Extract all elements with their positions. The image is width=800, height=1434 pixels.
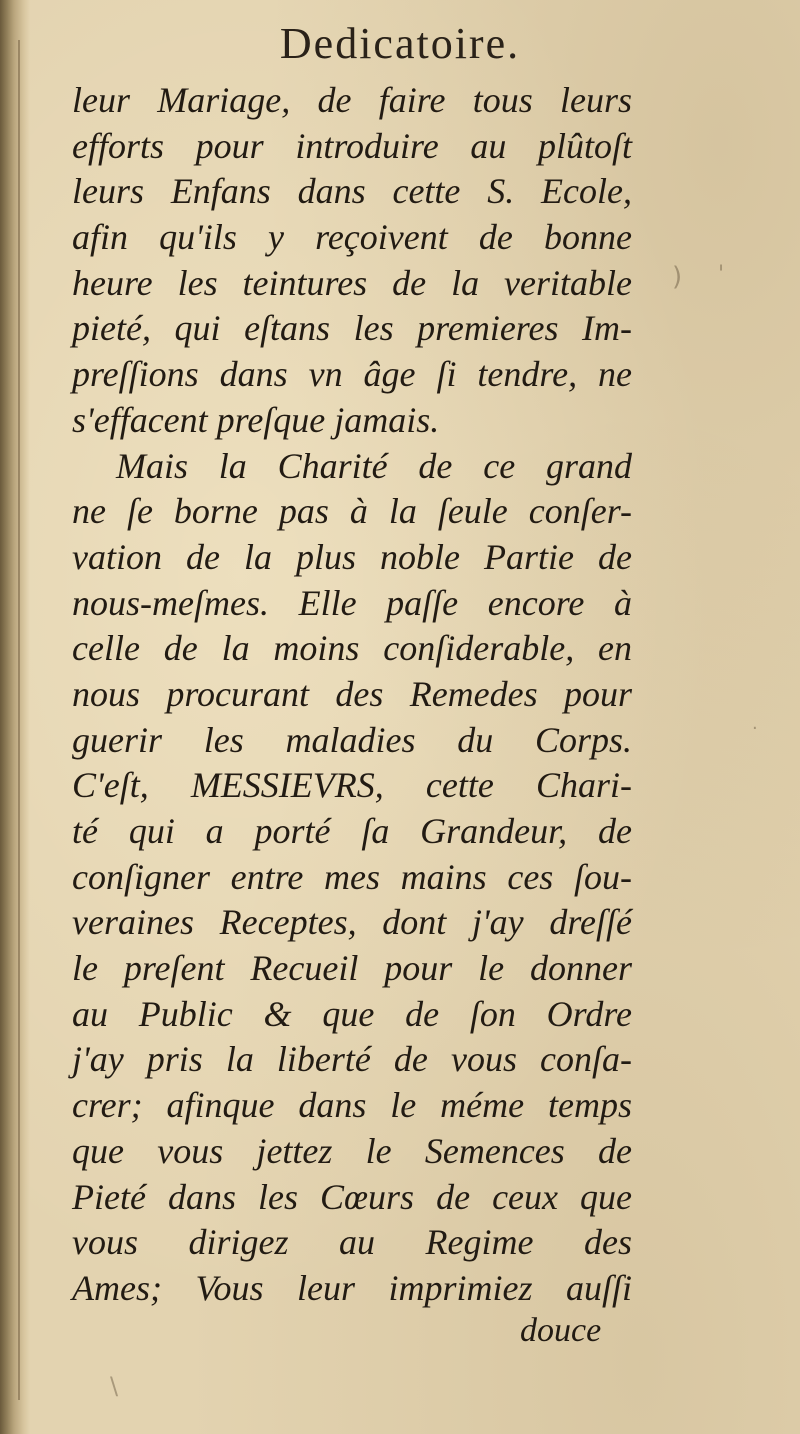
- text-line: s'effacent preſque jamais.: [72, 399, 440, 440]
- text-line: heure les teintures de la veritable: [72, 262, 632, 303]
- paper-speck: \: [110, 1372, 119, 1400]
- running-header: Dedicatoire.: [279, 19, 521, 68]
- text-line: Pieté dans les Cœurs de ceux que: [72, 1176, 632, 1217]
- catchword: douce: [520, 1312, 602, 1349]
- text-line: vous dirigez au Regime des: [72, 1222, 632, 1263]
- text-line: efforts pour introduire au plûtoſt: [72, 125, 632, 166]
- text-line: pieté, qui eſtans les premieres Im-: [72, 308, 632, 349]
- text-line: Ames; Vous leur imprimiez auſſi: [72, 1267, 632, 1308]
- text-line: que vous jettez le Semences de: [72, 1130, 632, 1171]
- text-line: leurs Enfans dans cette S. Ecole,: [72, 171, 632, 212]
- text-line: veraines Receptes, dont j'ay dreſſé: [72, 902, 632, 943]
- text-line: vation de la plus noble Partie de: [72, 536, 632, 577]
- text-line: té qui a porté ſa Grandeur, de: [72, 811, 632, 851]
- text-line: ne ſe borne pas à la ſeule conſer-: [72, 491, 632, 532]
- body-text: [72, 78, 632, 1312]
- text-line: nous procurant des Remedes pour: [72, 673, 632, 714]
- text-line: au Public & que de ſon Ordre: [72, 993, 632, 1034]
- text-line: preſſions dans vn âge ſi tendre, ne: [72, 354, 632, 395]
- paper-speck: ·: [752, 718, 758, 739]
- text-line: guerir les maladies du Corps.: [72, 719, 632, 760]
- text-line: conſigner entre mes mains ces ſou-: [72, 856, 632, 897]
- paper-speck: ): [672, 262, 683, 292]
- page-gutter: [0, 0, 30, 1434]
- text-line: j'ay pris la liberté de vous conſa-: [72, 1039, 632, 1080]
- text-line: Mais la Charité de ce grand: [116, 445, 632, 486]
- text-line: crer; afinque dans le méme temps: [72, 1085, 632, 1126]
- text-line: celle de la moins conſiderable, en: [72, 628, 632, 669]
- text-line: nous-meſmes. Elle paſſe encore à: [72, 582, 632, 623]
- text-line: le preſent Recueil pour le donner: [72, 948, 632, 989]
- text-line: leur Mariage, de faire tous leurs: [72, 80, 632, 120]
- binding-shadow: [18, 40, 20, 1400]
- text-line: afin qu'ils y reçoivent de bonne: [72, 217, 632, 258]
- paper-speck: ': [718, 262, 725, 287]
- text-line: C'eſt, MESSIEVRS, cette Chari-: [72, 765, 632, 806]
